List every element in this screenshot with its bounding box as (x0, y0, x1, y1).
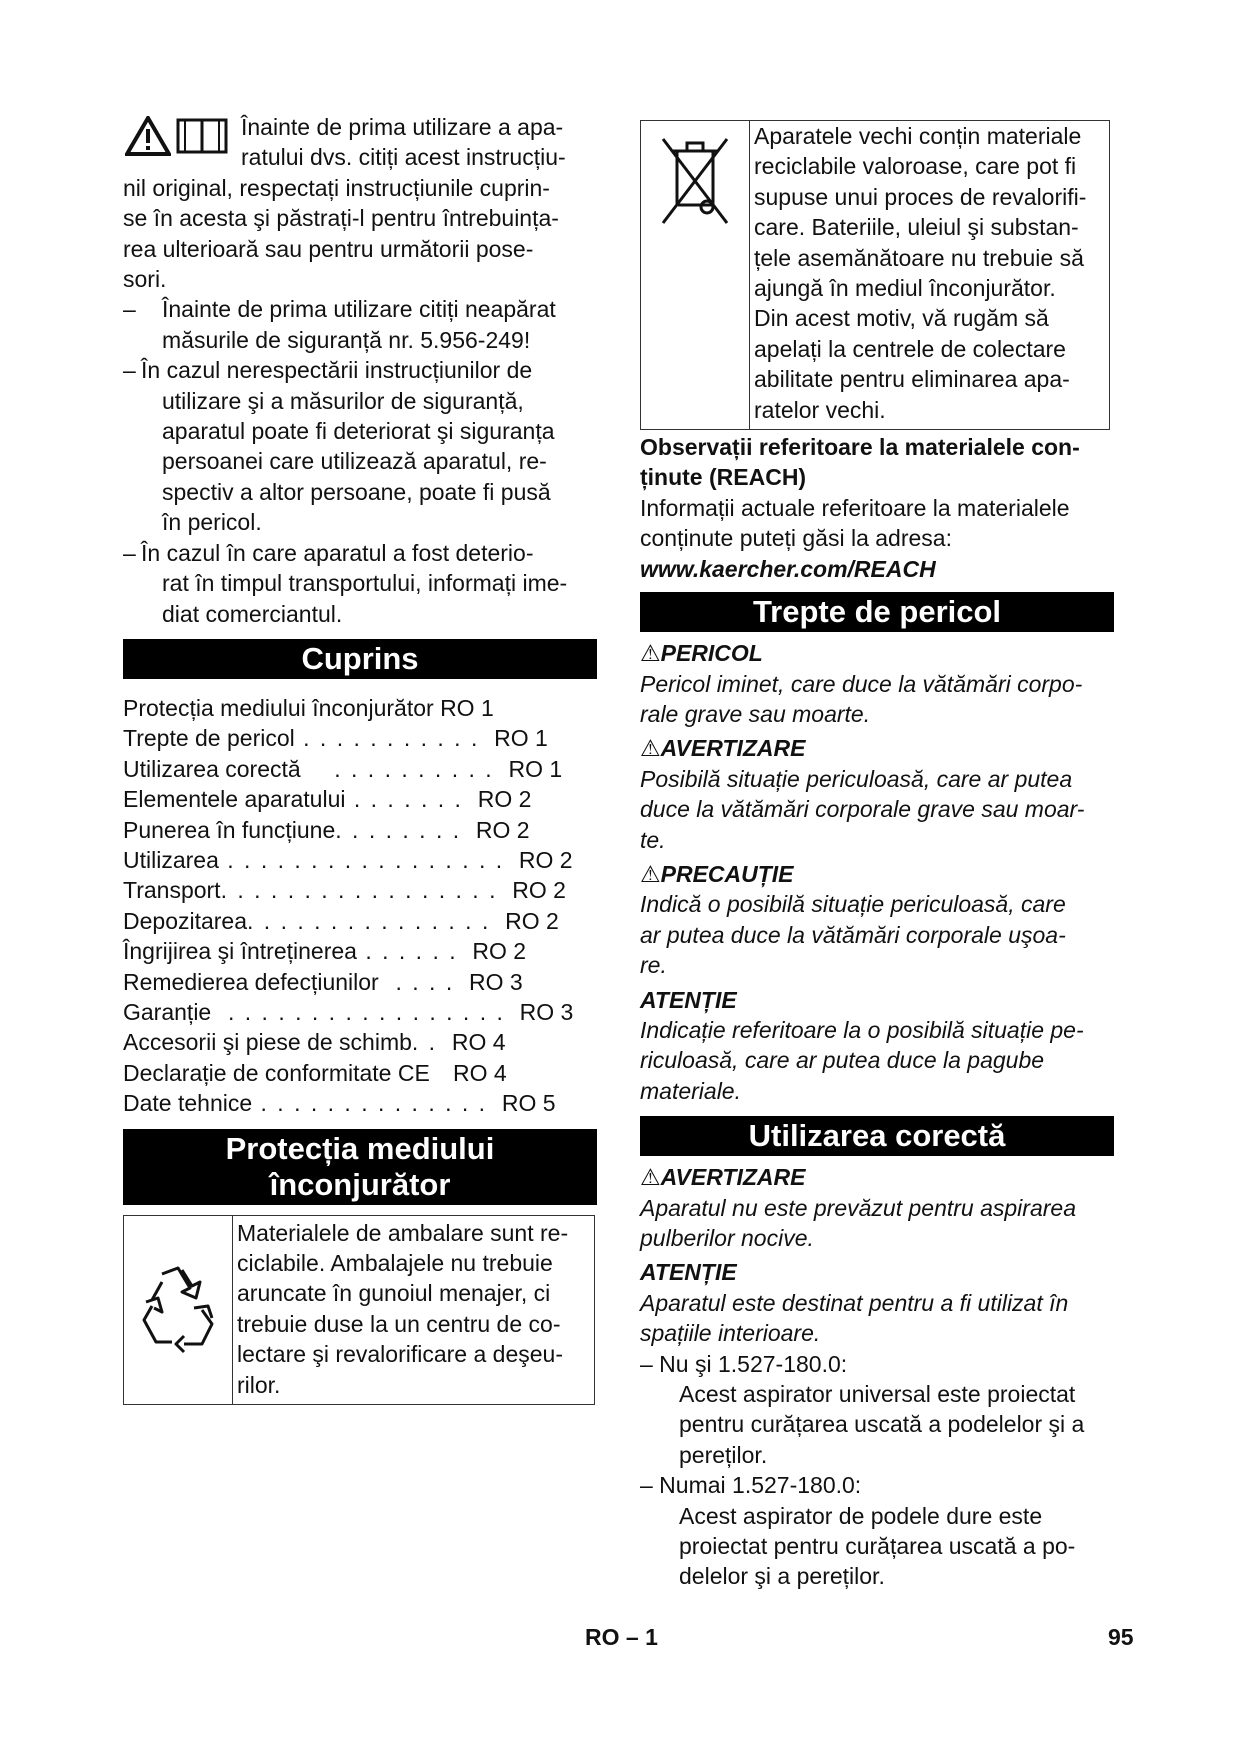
proper-use-attention-title: ATENȚIE (640, 1259, 737, 1286)
warning-sign-icon: ⚠ (640, 640, 661, 667)
danger-level-text: materiale. (640, 1077, 741, 1104)
intro-icons (125, 116, 229, 156)
recycle-line: aruncate în gunoiul menajer, ci (237, 1280, 551, 1307)
weee-line: apelați la centrele de colectare (754, 335, 1066, 362)
toc-entry-page: RO 2 (505, 907, 559, 934)
warning-sign-icon: ⚠ (640, 735, 661, 762)
weee-line: supuse unui proces de revalorifi- (754, 183, 1087, 210)
reach-section (640, 432, 1114, 584)
intro-line: se în acesta şi păstrați-l pentru întrebuința- (123, 205, 559, 232)
reach-url-link[interactable]: www.kaercher.com/REACH (640, 555, 936, 582)
recycle-line: trebuie duse la un centru de co- (237, 1310, 561, 1337)
toc-entry-page: RO 2 (512, 877, 566, 904)
danger-level-label: ATENȚIE (640, 986, 737, 1013)
toc-entry-leader: . . . . . . . . . . . . . . (252, 1090, 496, 1117)
reach-title: ținute (REACH) (640, 464, 807, 491)
toc-entry-page: RO 2 (475, 816, 530, 843)
bullet-dash: – (123, 357, 136, 384)
intro-line: ratului dvs. citiți acest instrucțiu- (241, 144, 566, 171)
toc-entry-page: RO 2 (472, 938, 527, 965)
toc-entry[interactable] (123, 693, 597, 723)
variant-text: Acest aspirator de podele dure este (679, 1502, 1043, 1529)
proper-use-heading: Utilizarea corectă (640, 1116, 1114, 1156)
page-label: RO – 1 (585, 1624, 658, 1650)
toc-entry-leader: . . . . (378, 968, 463, 995)
danger-level-text: riculoasă, care ar putea duce la pagube (640, 1047, 1045, 1074)
toc-entry-page: RO 1 (494, 725, 548, 752)
recycle-line: Materialele de ambalare sunt re- (237, 1219, 569, 1246)
right-column (640, 120, 1114, 1592)
weee-info-box (640, 120, 1110, 430)
toc-entry-title: Accesorii şi piese de schimb (123, 1029, 412, 1056)
weee-line: Aparatele vechi conțin materiale (754, 123, 1082, 149)
danger-level-item (640, 733, 1114, 855)
toc-entry-leader: . . . . . . . . . . . . . . . . . (220, 877, 506, 904)
danger-level-text: duce la vătămări corporale grave sau moar- (640, 796, 1085, 823)
toc-entry[interactable] (123, 1058, 597, 1088)
intro-line: nil original, respectați instrucțiunile cuprin- (123, 174, 550, 201)
intro-section (123, 112, 597, 629)
warning-triangle-icon (125, 116, 171, 156)
danger-level-text: Posibilă situație periculoasă, care ar putea (640, 765, 1073, 792)
toc-entry-title: Elementele aparatului (123, 786, 346, 813)
manual-book-icon (175, 116, 229, 156)
intro-line: sori. (123, 266, 167, 293)
bullet-line: spectiv a altor persoane, poate fi pusă (162, 478, 551, 505)
danger-level-text: ar putea duce la vătămări corporale uşoa- (640, 921, 1066, 948)
danger-level-text: re. (640, 952, 667, 979)
weee-text (750, 121, 1090, 429)
toc-entry[interactable] (123, 784, 597, 814)
bullet-line: măsurile de siguranță nr. 5.956-249! (162, 326, 531, 353)
danger-levels-list (640, 638, 1114, 1106)
warning-sign-icon: ⚠ (640, 1164, 661, 1191)
bullet-line: În cazul în care aparatul a fost deterio- (141, 539, 534, 566)
toc-entry-title: Protecția mediului înconjurător (123, 694, 434, 721)
danger-level-item (640, 859, 1114, 981)
toc-entry-leader: . . . . . . . . . . . . . . . . . (211, 998, 514, 1025)
weee-line: ratelor vechi. (754, 396, 886, 423)
toc-entry-page: RO 3 (519, 998, 574, 1025)
variant-label: – Nu şi 1.527-180.0: (640, 1350, 848, 1377)
toc-heading: Cuprins (123, 639, 597, 679)
danger-level-title (640, 859, 1114, 889)
toc-entry-title: Declarație de conformitate CE (123, 1059, 430, 1086)
danger-level-title (640, 638, 1114, 668)
variant-text: pentru curățarea uscată a podelelor şi a (679, 1411, 1085, 1438)
toc-entry-title: Utilizarea (123, 846, 219, 873)
bullet-dash: – (123, 539, 136, 566)
weee-line: Din acest motiv, vă rugăm să (754, 305, 1049, 332)
proper-use-warning-text: Aparatul nu este prevăzut pentru aspirarea (640, 1194, 1076, 1221)
toc-entry-title: Îngrijirea şi întreținerea (123, 938, 357, 965)
toc-entry-leader: . . . . . . (356, 938, 467, 965)
warning-sign-icon: ⚠ (640, 860, 661, 887)
toc-entry[interactable] (123, 967, 597, 997)
toc-entry-title: Depozitarea (123, 907, 248, 934)
toc-entry-leader: . . (411, 1029, 446, 1056)
environment-heading-line: înconjurător (269, 1166, 451, 1202)
danger-level-title (640, 985, 1114, 1015)
toc-entry-page: RO 2 (518, 846, 573, 873)
recycle-line: rilor. (237, 1371, 281, 1398)
intro-bullet (123, 294, 597, 355)
toc-entry-leader: . . . . . . . . . . . . . . . (247, 907, 499, 934)
variant-text: pereților. (679, 1441, 768, 1468)
danger-level-item (640, 638, 1114, 729)
variant-label: – Numai 1.527-180.0: (640, 1472, 862, 1499)
recycle-line: lectare şi revalorificare a deşeu- (237, 1341, 563, 1368)
proper-use-warning-title (640, 1162, 1114, 1192)
reach-text: Informații actuale referitoare la materialele (640, 494, 1070, 521)
variant-text: delelor şi a pereților. (679, 1563, 885, 1590)
reach-title: Observații referitoare la materialele con- (640, 434, 1080, 461)
intro-bullet-list (123, 294, 597, 628)
toc-entry-leader: . . . . . . . . (335, 816, 470, 843)
toc-entry-title: Transport (123, 877, 221, 904)
danger-levels-heading: Trepte de pericol (640, 592, 1114, 632)
proper-use-attention-text: spațiile interioare. (640, 1320, 821, 1347)
toc-entry[interactable] (123, 936, 597, 966)
toc-entry-leader: . . . . . . . (345, 786, 472, 813)
toc-entry-page: RO 3 (469, 968, 523, 995)
danger-level-label: AVERTIZARE (660, 735, 806, 762)
danger-level-item (640, 985, 1114, 1107)
recycle-icon-cell (124, 1216, 233, 1404)
toc-entry[interactable] (123, 845, 597, 875)
toc-entry[interactable] (123, 997, 597, 1027)
danger-level-title (640, 733, 1114, 763)
danger-level-text: rale grave sau moarte. (640, 700, 871, 727)
toc-entry[interactable] (123, 723, 597, 753)
toc-entry-leader: . . . . . . . . . . . (294, 725, 488, 752)
recycle-text (233, 1216, 572, 1404)
bullet-line: persoanei care utilizează aparatul, re- (162, 448, 547, 475)
toc-entry-title: Garanție (123, 998, 212, 1025)
toc-entry[interactable] (123, 906, 597, 936)
bullet-line: În cazul nerespectării instrucțiunilor de (141, 357, 533, 384)
toc-entry-title: Date tehnice (123, 1090, 253, 1117)
bullet-line: în pericol. (162, 509, 262, 536)
toc-entry-title: Punerea în funcțiune (123, 816, 336, 843)
toc-entry-leader (430, 1058, 447, 1088)
recycle-line: ciclabile. Ambalajele nu trebuie (237, 1250, 553, 1276)
toc-entry[interactable] (123, 1027, 597, 1057)
bullet-line: rat în timpul transportului, informați ime- (162, 570, 568, 597)
toc-entry-leader: . . . . . . . . . . (300, 755, 503, 782)
proper-use-attention-text: Aparatul este destinat pentru a fi utilizat în (640, 1289, 1069, 1316)
environment-heading-line: Protecția mediului (225, 1130, 495, 1166)
weee-line: ajungă în mediul înconjurător. (754, 275, 1056, 302)
bullet-line: diat comerciantul. (162, 600, 343, 627)
toc-entry-title: Remedierea defecțiunilor (123, 968, 379, 995)
proper-use-section (640, 1162, 1114, 1592)
page-number: 95 (1108, 1624, 1134, 1650)
bullet-line: utilizare şi a măsurilor de siguranță, (162, 387, 524, 414)
left-column (123, 112, 597, 1405)
toc-entry[interactable] (123, 1088, 597, 1118)
weee-line: care. Bateriile, uleiul şi substan- (754, 214, 1079, 241)
weee-line: abilitate pentru eliminarea apa- (754, 366, 1070, 393)
reach-text: conținute puteți găsi la adresa: (640, 525, 952, 552)
weee-line: țele asemănătoare nu trebuie să (754, 244, 1084, 271)
bullet-line: Înainte de prima utilizare citiți neapărat (162, 296, 556, 323)
recycle-info-box (123, 1215, 595, 1405)
toc-entry-page: RO 1 (440, 694, 494, 721)
danger-level-label: PRECAUȚIE (660, 860, 794, 887)
toc-entry[interactable] (123, 754, 597, 784)
danger-level-text: Pericol iminet, care duce la vătămări corpo- (640, 670, 1083, 697)
toc-entry[interactable] (123, 815, 597, 845)
bullet-line: aparatul poate fi deteriorat şi siguranța (162, 418, 555, 445)
table-of-contents (123, 693, 597, 1119)
crossed-bin-icon (659, 133, 731, 229)
toc-entry-page: RO 5 (501, 1090, 556, 1117)
intro-bullet (123, 538, 597, 629)
variant-text: proiectat pentru curățarea uscată a po- (679, 1533, 1076, 1560)
toc-entry[interactable] (123, 875, 597, 905)
toc-entry-page: RO 2 (477, 786, 532, 813)
toc-entry-title: Utilizarea corectă (123, 755, 301, 782)
proper-use-warning-text: pulberilor nocive. (640, 1225, 814, 1251)
intro-line: rea ulterioară sau pentru următorii pose- (123, 235, 534, 262)
variant-text: Acest aspirator universal este proiectat (679, 1381, 1076, 1408)
toc-entry-page: RO 1 (508, 755, 563, 782)
weee-line: reciclabile valoroase, care pot fi (754, 153, 1077, 180)
toc-entry-page: RO 4 (451, 1029, 506, 1056)
toc-entry-leader: . . . . . . . . . . . . . . . . . (218, 846, 513, 873)
intro-bullet (123, 355, 597, 537)
environment-heading (123, 1129, 597, 1205)
danger-level-label: PERICOL (660, 640, 763, 667)
proper-use-warning-label: AVERTIZARE (660, 1164, 806, 1191)
bullet-dash: – (123, 296, 136, 323)
danger-level-text: Indicație referitoare la o posibilă situație pe- (640, 1016, 1084, 1043)
intro-line: Înainte de prima utilizare a apa- (241, 114, 564, 140)
danger-level-text: te. (640, 826, 666, 853)
toc-entry-page: RO 4 (452, 1059, 507, 1086)
danger-level-text: Indică o posibilă situație periculoasă, care (640, 891, 1066, 918)
toc-entry-title: Trepte de pericol (123, 725, 295, 752)
recycle-icon (132, 1262, 224, 1358)
weee-icon-cell (641, 121, 750, 429)
